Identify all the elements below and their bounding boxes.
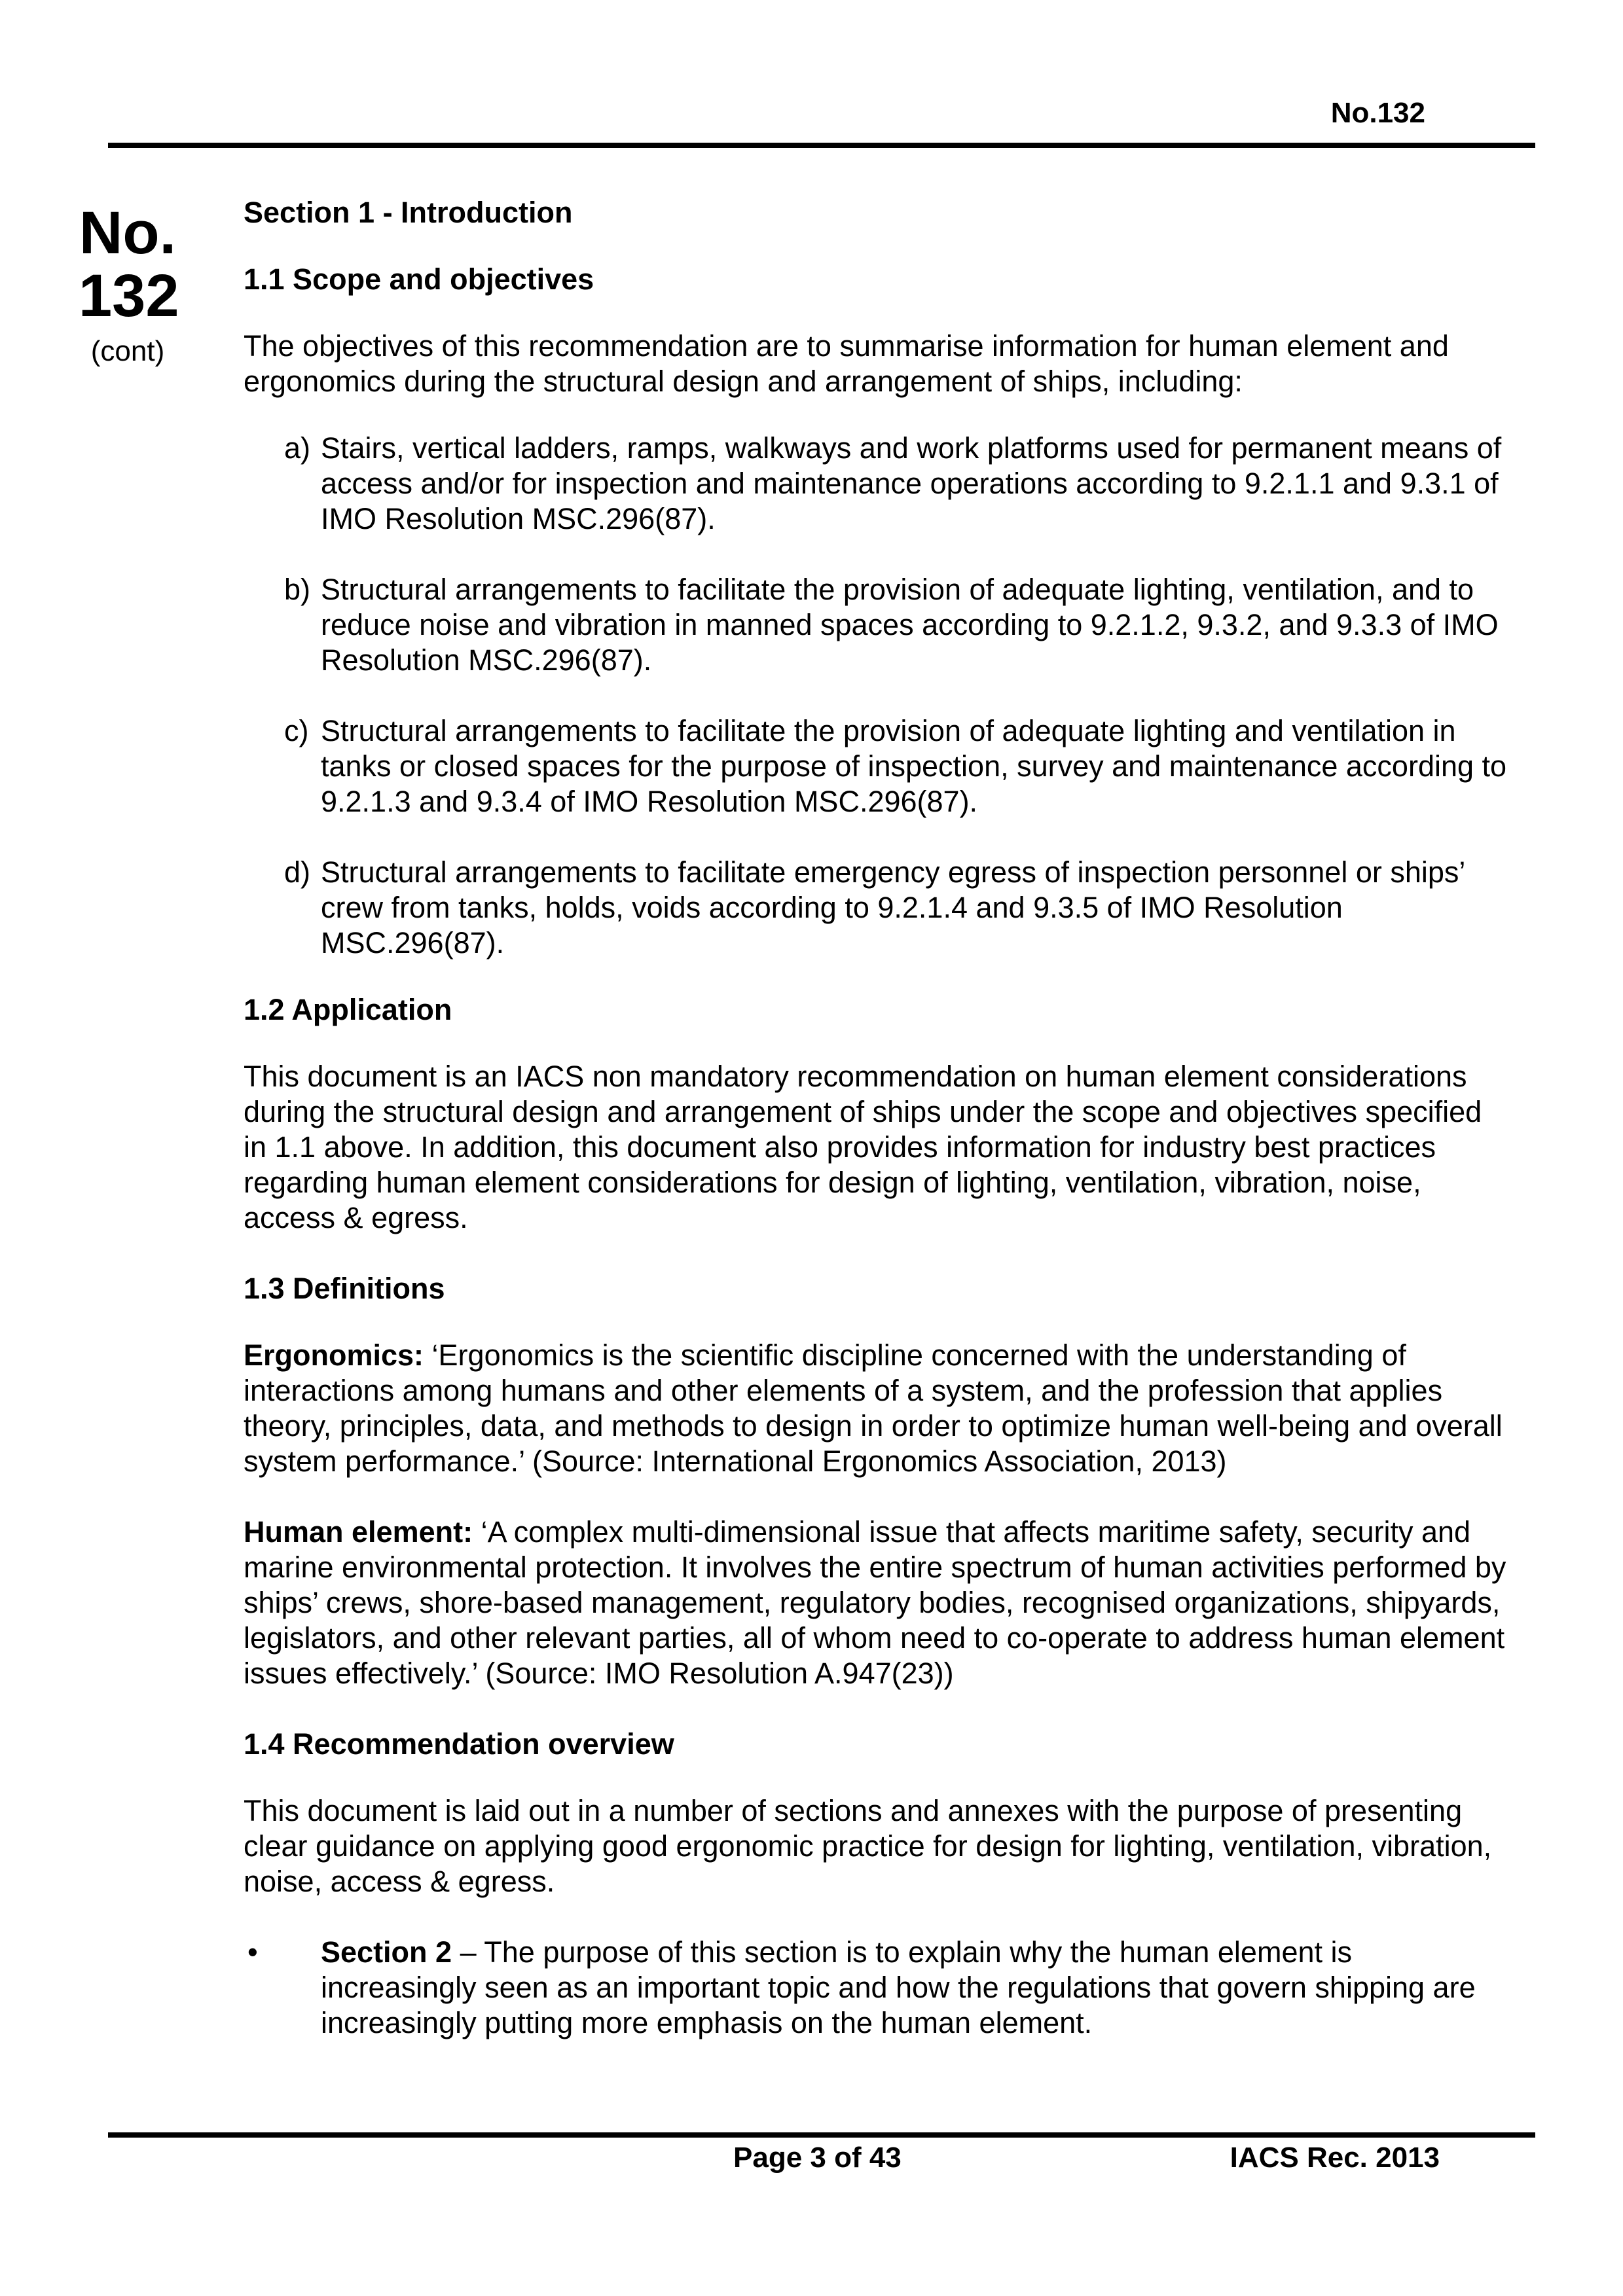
footer-page-number: Page 3 of 43: [733, 2142, 902, 2174]
list-item-label: d): [284, 855, 311, 889]
heading-1-1: 1.1 Scope and objectives: [244, 262, 594, 296]
sidebar-cont: (cont): [90, 335, 165, 367]
list-item-label: b): [284, 573, 311, 606]
list-item-label: a): [284, 431, 311, 465]
list-item: [244, 431, 1507, 537]
list-item: [244, 855, 1507, 961]
heading-1-3: 1.3 Definitions: [244, 1272, 445, 1305]
footer-rec-id: IACS Rec. 2013: [1230, 2142, 1440, 2174]
list-item-text: Stairs, vertical ladders, ramps, walkways and work platforms used for permanent means of access and/or for inspection and maintenance operations according to 9.2.1.1 and 9.3.1 of IMO Resolution MSC.296(87).: [321, 431, 1502, 535]
paragraph-1-1-intro: The objectives of this recommendation are to summarise information for human element and ergonomics during the structural design and arrangement of ships, including:: [244, 329, 1449, 398]
list-item-label: c): [284, 714, 309, 747]
header-doc-number: No.132: [1330, 97, 1425, 129]
footer-rule: [108, 2132, 1535, 2138]
bullet-icon: •: [247, 1935, 258, 1969]
sidebar-rec-number: [79, 202, 177, 327]
main-content: [244, 195, 1507, 2041]
definition-text: ‘Ergonomics is the scientific discipline concerned with the understanding of interactions among humans and other elements of a system, and the profession that applies theory, principles, data, and methods to design in order to optimize human well-being and overall system performance.’ (Source: International Ergonomics Association, 2013): [244, 1338, 1503, 1478]
sidebar-no-label: No.: [79, 200, 177, 266]
sidebar-no-value: 132: [79, 262, 179, 329]
overview-list: [244, 1935, 1507, 2041]
definition-term: Human element:: [244, 1515, 473, 1549]
list-item: [244, 572, 1507, 678]
list-item-text: Structural arrangements to facilitate the provision of adequate lighting, ventilation, and to reduce noise and vibration in manned spaces according to 9.2.1.2, 9.3.2, and 9.3.3 of IMO Resolution MSC.296(87).: [321, 573, 1499, 677]
header-rule: [108, 143, 1535, 148]
paragraph-1-2: This document is an IACS non mandatory recommendation on human element considerations during the structural design and arrangement of ships under the scope and objectives specified in 1.1 above. In addition, this document also provides information for industry best practices regarding human element considerations for design of lighting, ventilation, vibration, noise, access & egress.: [244, 1060, 1482, 1234]
list-item-text: – The purpose of this section is to explain why the human element is increasingly seen as an important topic and how the regulations that govern shipping are increasingly putting more emphasis on the human element.: [321, 1935, 1476, 2039]
definition-human-element: [244, 1515, 1507, 1691]
list-item-term: Section 2: [321, 1935, 452, 1969]
list-item-text: Structural arrangements to facilitate emergency egress of inspection personnel or ships’ crew from tanks, holds, voids according to 9.2.1.4 and 9.3.5 of IMO Resolution MSC.296(87).: [321, 855, 1465, 960]
list-item: [244, 713, 1507, 819]
definition-text: ‘A complex multi-dimensional issue that affects maritime safety, security and marine environmental protection. It involves the entire spectrum of human activities performed by ships’ crews, shore-based management, regulatory bodies, recognised organizations, shipyards, legislators, and other relevant parties, all of whom need to co-operate to address human element issues effectively.’ (Source: IMO Resolution A.947(23)): [244, 1515, 1506, 1690]
paragraph-1-4: This document is laid out in a number of sections and annexes with the purpose of presenting clear guidance on applying good ergonomic practice for design for lighting, ventilation, vibration, noise, access & egress.: [244, 1794, 1492, 1898]
heading-1-4: 1.4 Recommendation overview: [244, 1727, 674, 1761]
list-item: [244, 1935, 1507, 2041]
section-title: Section 1 - Introduction: [244, 196, 573, 229]
objectives-list: [244, 431, 1507, 961]
definition-ergonomics: [244, 1338, 1507, 1479]
heading-1-2: 1.2 Application: [244, 993, 452, 1026]
list-item-text: Structural arrangements to facilitate the provision of adequate lighting and ventilation in tanks or closed spaces for the purpose of inspection, survey and maintenance according to 9.2.1.3 and 9.3.4 of IMO Resolution MSC.296(87).: [321, 714, 1507, 818]
definition-term: Ergonomics:: [244, 1338, 424, 1372]
